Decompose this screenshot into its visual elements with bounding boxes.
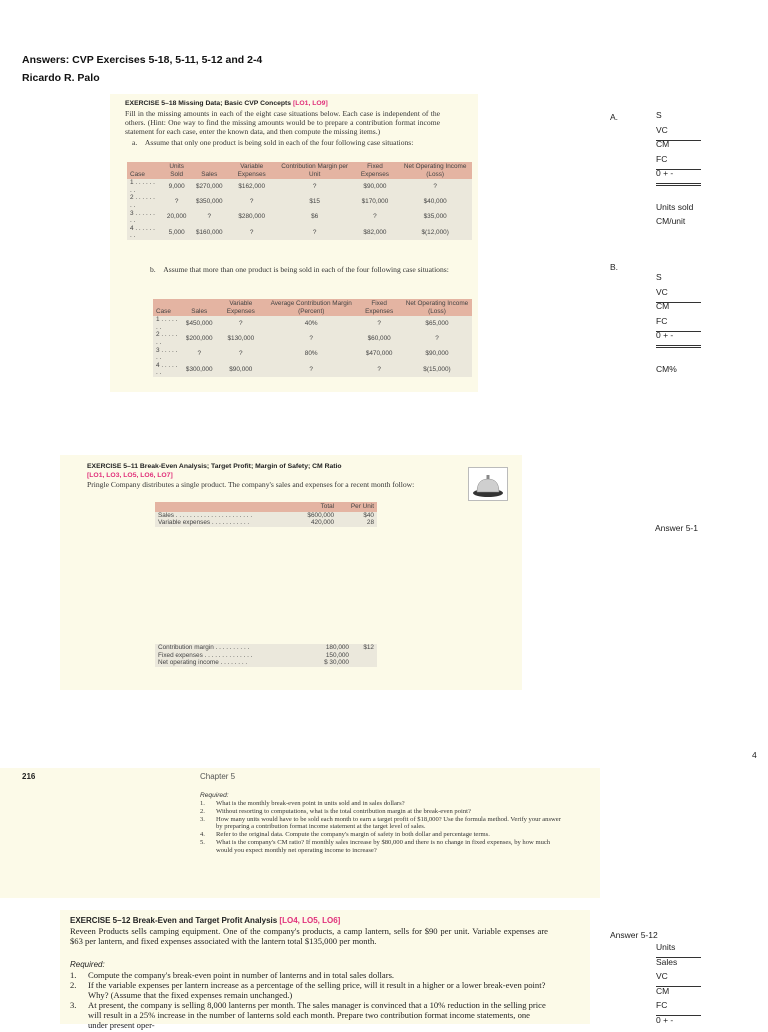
table-row [155,659,377,667]
item-number: 4. [200,831,205,839]
table-cell [352,659,377,667]
item-text: What is the company's CM ratio? If monthly sales increase by $80,000 and there is no change in fixed expenses, by how much would you expect monthly net operating income to increase? [216,838,551,854]
required-item [200,808,565,816]
part-a-label: a. [132,138,138,147]
required-item [200,839,565,855]
exercise-title: EXERCISE 5–18 Missing Data; Basic CVP Concepts [125,100,292,107]
answer-a-units-sold: Units sold [656,202,694,212]
answer-a-cm-unit: CM/unit [656,216,686,226]
answer-b-template [656,272,701,352]
learning-objectives: [LO1, LO3, LO5, LO6, LO7] [87,472,173,479]
table-cell: $60,000 [356,331,402,346]
table-cell: 180,000 [306,644,352,652]
column-header: Fixed Expenses [352,162,399,179]
column-header: Contribution Margin per Unit [278,162,352,179]
document-title: Answers: CVP Exercises 5-18, 5-11, 5-12 and 2-4 [22,54,263,66]
table-cell: 4 . . . . . . . . [127,225,160,240]
answer-line: 0 + - [656,1014,674,1025]
table-cell: $15 [278,194,352,209]
column-header: Net Operating Income (Loss) [398,162,472,179]
table-cell: 2 . . . . . . . . [127,194,160,209]
table-cell: $40,000 [398,194,472,209]
answer-line: 0 + - [656,168,701,186]
table-cell: ? [402,331,472,346]
column-header: Per Unit [337,502,377,512]
service-bell-icon [468,467,508,501]
table-cell: 9,000 [160,179,193,194]
table-cell: $(12,000) [398,225,472,240]
item-text: How many units would have to be sold each month to earn a target profit of $18,000? Use the formula method. Verify your answer by preparing a contribution format income statement at the target level of sales. [216,815,561,831]
book-page-number: 216 [22,772,36,781]
answer-a-template [656,110,701,190]
table-b [153,299,472,377]
table-cell: 80% [266,347,356,362]
answer-line: VC [656,971,701,987]
required-item [200,800,565,808]
table-cell: $280,000 [226,210,278,225]
exercise-5-18 [110,94,478,392]
table-cell: $270,000 [193,179,226,194]
table-cell: 20,000 [160,210,193,225]
table-cell: $40 [337,512,377,520]
required-item [70,980,548,1000]
table-cell: 40% [266,316,356,331]
answer-5-12-label: Answer 5-12 [610,930,658,940]
answer-line: FC [656,1000,701,1016]
required-item [200,831,565,839]
table-cell: $ 30,000 [306,659,352,667]
table-cell: $(15,000) [402,362,472,377]
column-header: Net Operating Income (Loss) [402,299,472,316]
item-number: 5. [200,838,205,846]
exercise-intro: Reveen Products sells camping equipment. One of the company's products, a camp lantern, sells for $90 per unit. Variable expenses are $63 per lantern, and fixed expenses associated with the lantern total $135,000 per month. [70,926,548,946]
table-row [153,316,472,331]
table-cell: Fixed expenses . . . . . . . . . . . . . . [155,652,306,660]
answer-line: VC [656,287,701,303]
item-number: 1. [70,970,77,980]
item-text: Without resorting to computations, what is the total contribution margin at the break-even point? [216,807,471,815]
answer-5-11-label: Answer 5-1 [655,523,698,533]
table-row [153,362,472,377]
table-a [127,162,472,240]
table-cell: $600,000 [292,512,337,520]
table-cell: Variable expenses . . . . . . . . . . . [155,519,292,527]
table-row [127,179,472,194]
table-cell: 150,000 [306,652,352,660]
table-cell: $130,000 [216,331,267,346]
answer-line: Sales [656,956,678,967]
chapter-page [0,768,600,898]
table-row [153,347,472,362]
table-cell: $160,000 [193,225,226,240]
table-cell: Sales . . . . . . . . . . . . . . . . . . . . . . [155,512,292,520]
table-row [155,652,377,660]
table-cell: $6 [278,210,352,225]
table-row [155,512,377,520]
table-row [127,225,472,240]
table-cell: ? [226,194,278,209]
required-list [70,970,548,1030]
part-a-text: Assume that only one product is being sold in each of the four following case situations: [144,138,414,147]
column-header [155,502,292,512]
table-cell: ? [216,347,267,362]
required-list [200,800,565,855]
income-table-continued [155,644,377,667]
column-header: Total [292,502,337,512]
column-header: Case [127,162,160,179]
answer-b-cm-percent: CM% [656,364,677,374]
column-header: Case [153,299,183,316]
author-name: Ricardo R. Palo [22,72,100,84]
table-cell: ? [226,225,278,240]
column-header: Sales [193,162,226,179]
table-cell: 2 . . . . . . . [153,331,183,346]
answer-a-label: A. [610,112,619,122]
table-cell: 5,000 [160,225,193,240]
table-cell: ? [216,316,267,331]
column-header: Variable Expenses [226,162,278,179]
chapter-label: Chapter 5 [200,772,236,781]
answer-line: Units [656,942,701,958]
exercise-intro: Pringle Company distributes a single product. The company's sales and expenses for a recent month follow: [87,480,415,489]
table-cell: ? [398,179,472,194]
table-cell: Net operating income . . . . . . . . [155,659,306,667]
table-cell: ? [352,210,399,225]
table-cell: ? [193,210,226,225]
exercise-5-11 [60,455,522,690]
exercise-title: EXERCISE 5–11 Break-Even Analysis; Target Profit; Margin of Safety; CM Ratio [87,463,342,470]
table-cell [352,652,377,660]
table-row [127,210,472,225]
answer-line: CM [656,301,670,311]
table-cell: $200,000 [183,331,216,346]
table-cell: $170,000 [352,194,399,209]
answer-line: FC [656,154,701,170]
item-number: 2. [70,980,77,990]
table-cell: ? [356,316,402,331]
answer-b-label: B. [610,262,619,272]
item-number: 3. [70,1000,77,1010]
column-header: Variable Expenses [216,299,267,316]
table-cell: Contribution margin . . . . . . . . . . [155,644,306,652]
table-row [127,194,472,209]
sales-table [155,502,377,527]
table-cell: $35,000 [398,210,472,225]
table-cell: $162,000 [226,179,278,194]
table-cell: $90,000 [216,362,267,377]
answer-5-12-template [656,942,701,1032]
item-text: What is the monthly break-even point in units sold and in sales dollars? [216,800,405,807]
required-heading: Required: [200,792,229,799]
table-row [153,331,472,346]
table-cell: 3 . . . . . . . [153,347,183,362]
table-cell: ? [183,347,216,362]
required-item [200,816,565,832]
item-number: 3. [200,815,205,823]
table-cell: $470,000 [356,347,402,362]
answer-line: CM [656,985,670,996]
required-heading: Required: [70,960,105,969]
table-cell: $350,000 [193,194,226,209]
column-header: Sales [183,299,216,316]
item-text: Refer to the original data. Compute the company's margin of safety in both dollar and percentage terms. [216,831,490,839]
item-text: At present, the company is selling 8,000 lanterns per month. The sales manager is convinced that a 10% reduction in the selling price will result in a 25% increase in the number of lanterns sold each month. Prepare two contribution format income statements, one under present oper- [88,1000,546,1030]
table-cell: ? [266,331,356,346]
column-header: Units Sold [160,162,193,179]
page-number: 4 [752,750,757,760]
required-item [70,970,548,980]
item-text: Compute the company's break-even point in number of lanterns and in total sales dollars. [88,970,395,980]
table-cell: $90,000 [352,179,399,194]
column-header: Fixed Expenses [356,299,402,316]
table-row [155,519,377,527]
table-cell: $450,000 [183,316,216,331]
table-cell: 4 . . . . . . . [153,362,183,377]
answer-line: 0 + - [656,330,701,348]
table-cell: ? [160,194,193,209]
exercise-intro: Fill in the missing amounts in each of the eight case situations below. Each case is independent of the others. (Hint: One way to find the missing amounts would be to prepare a contribution format income statement for each case, enter the known data, and then compute the missing items.) [125,109,440,137]
table-cell: ? [356,362,402,377]
item-number: 2. [200,807,205,815]
table-cell: $300,000 [183,362,216,377]
table-cell: 420,000 [292,519,337,527]
learning-objectives: [LO4, LO5, LO6] [279,916,341,925]
part-b-label: b. [150,265,156,274]
item-number: 1. [200,800,205,807]
table-cell: 1 . . . . . . . [153,316,183,331]
answer-line: S [656,110,662,120]
table-cell: $90,000 [402,347,472,362]
table-cell: $65,000 [402,316,472,331]
table-cell: $82,000 [352,225,399,240]
table-cell: 3 . . . . . . . . [127,210,160,225]
learning-objectives: [LO1, LO9] [292,100,328,107]
exercise-5-12 [60,910,590,1030]
answer-line: S [656,272,662,282]
table-cell: 28 [337,519,377,527]
part-b-text: Assume that more than one product is being sold in each of the four following case situations: [163,265,449,274]
table-cell: 1 . . . . . . . . [127,179,160,194]
answer-line: CM [656,139,670,149]
required-item [70,1000,548,1030]
table-cell: ? [278,225,352,240]
exercise-title: EXERCISE 5–12 Break-Even and Target Profit Analysis [70,916,278,925]
item-text: If the variable expenses per lantern increase as a percentage of the selling price, will it result in a higher or a lower break-even point? Why? (Assume that the fixed expenses remain unchanged.) [88,980,546,1000]
table-row [155,644,377,652]
column-header: Average Contribution Margin (Percent) [266,299,356,316]
table-cell: ? [278,179,352,194]
table-cell: $12 [352,644,377,652]
answer-line: VC [656,125,701,141]
table-cell: ? [266,362,356,377]
answer-line: FC [656,316,701,332]
